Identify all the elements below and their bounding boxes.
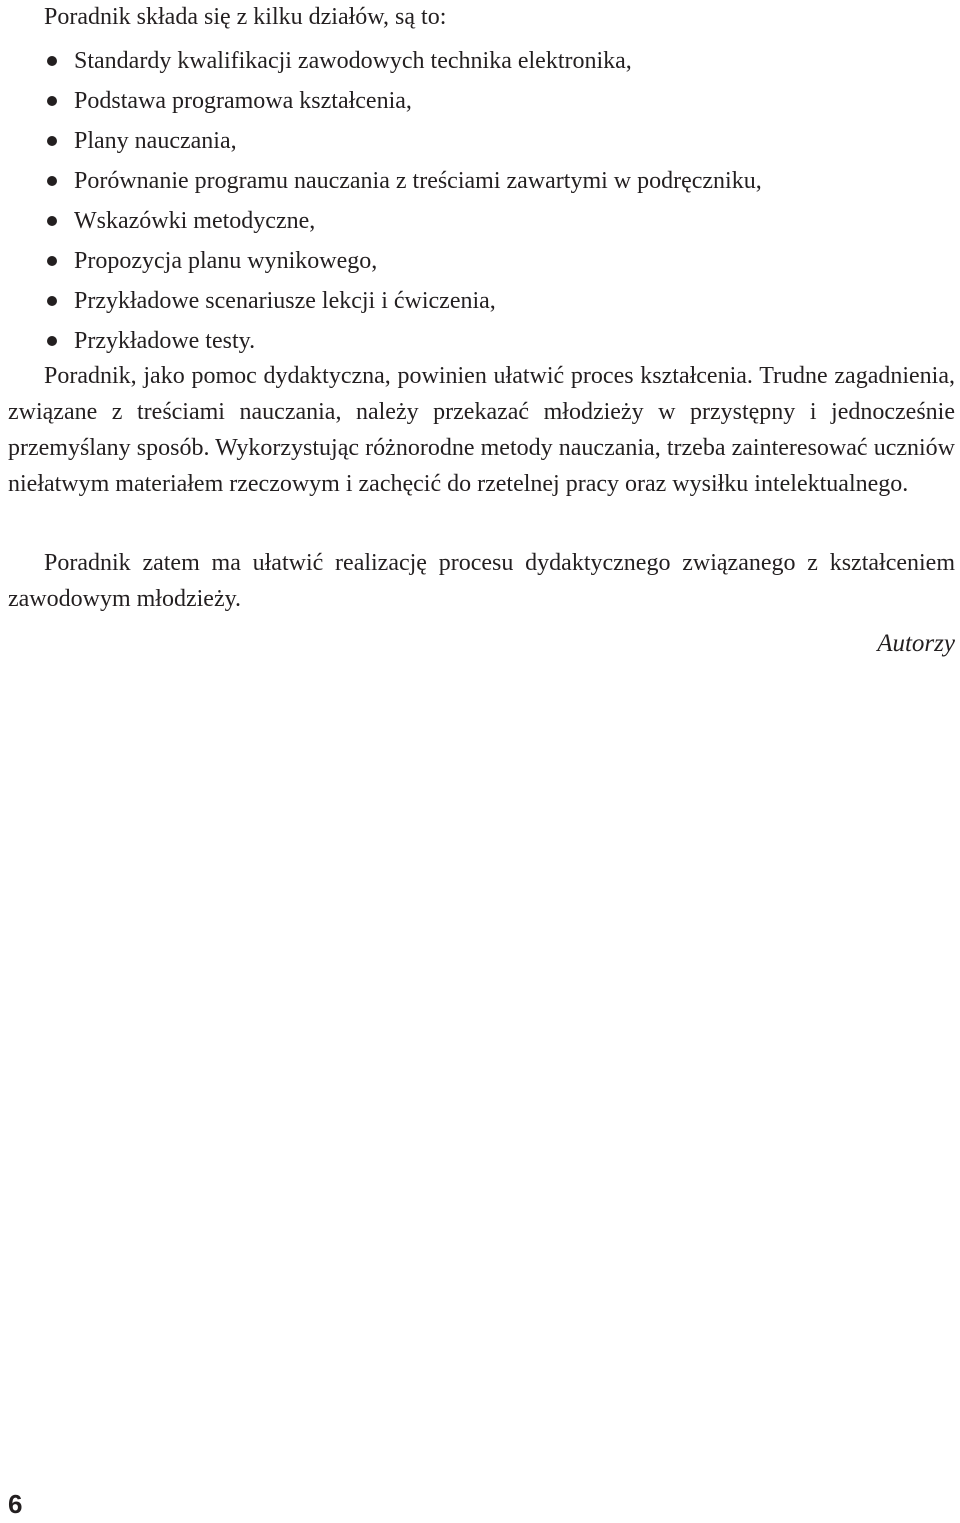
list-item [44, 281, 762, 321]
list-item [44, 321, 762, 361]
sections-list [44, 41, 762, 361]
list-item-text: Plany nauczania, [74, 128, 237, 154]
bullet-icon [47, 136, 57, 146]
list-item-text: Wskazówki metodyczne, [74, 208, 316, 234]
bullet-icon [47, 336, 57, 346]
list-item [44, 81, 762, 121]
signature: Autorzy [877, 630, 955, 657]
list-item-text: Standardy kwalifikacji zawodowych technika elektronika, [74, 48, 632, 74]
bullet-icon [47, 56, 57, 66]
bullet-icon [47, 216, 57, 226]
list-item [44, 161, 762, 201]
intro-text: Poradnik składa się z kilku działów, są to: [44, 4, 447, 30]
list-item-text: Podstawa programowa kształcenia, [74, 88, 412, 114]
list-item [44, 241, 762, 281]
list-item [44, 201, 762, 241]
bullet-icon [47, 256, 57, 266]
bullet-icon [47, 176, 57, 186]
page-number: 6 [8, 1489, 23, 1519]
list-item-text: Przykładowe scenariusze lekcji i ćwiczenia, [74, 288, 496, 314]
list-item-text: Przykładowe testy. [74, 328, 256, 354]
list-item [44, 41, 762, 81]
body-paragraph: Poradnik, jako pomoc dydaktyczna, powinien ułatwić proces kształcenia. Trudne zagadnienia, związane z treściami nauczania, należy przekazać młodzieży w przystępny i jednocześnie przemyślany sposób. Wykorzystując różnorodne metody nauczania, trzeba zainteresować uczniów niełatwym materiałem rzeczowym i zachęcić do rzetelnej pracy oraz wysiłku intelektualnego. [8, 363, 955, 497]
list-item-text: Porównanie programu nauczania z treściami zawartymi w podręczniku, [74, 168, 762, 194]
body-paragraph: Poradnik zatem ma ułatwić realizację procesu dydaktycznego związanego z kształceniem zawodowym młodzieży. [8, 550, 955, 612]
bullet-icon [47, 96, 57, 106]
list-item [44, 121, 762, 161]
list-item-text: Propozycja planu wynikowego, [74, 248, 378, 274]
bullet-icon [47, 296, 57, 306]
